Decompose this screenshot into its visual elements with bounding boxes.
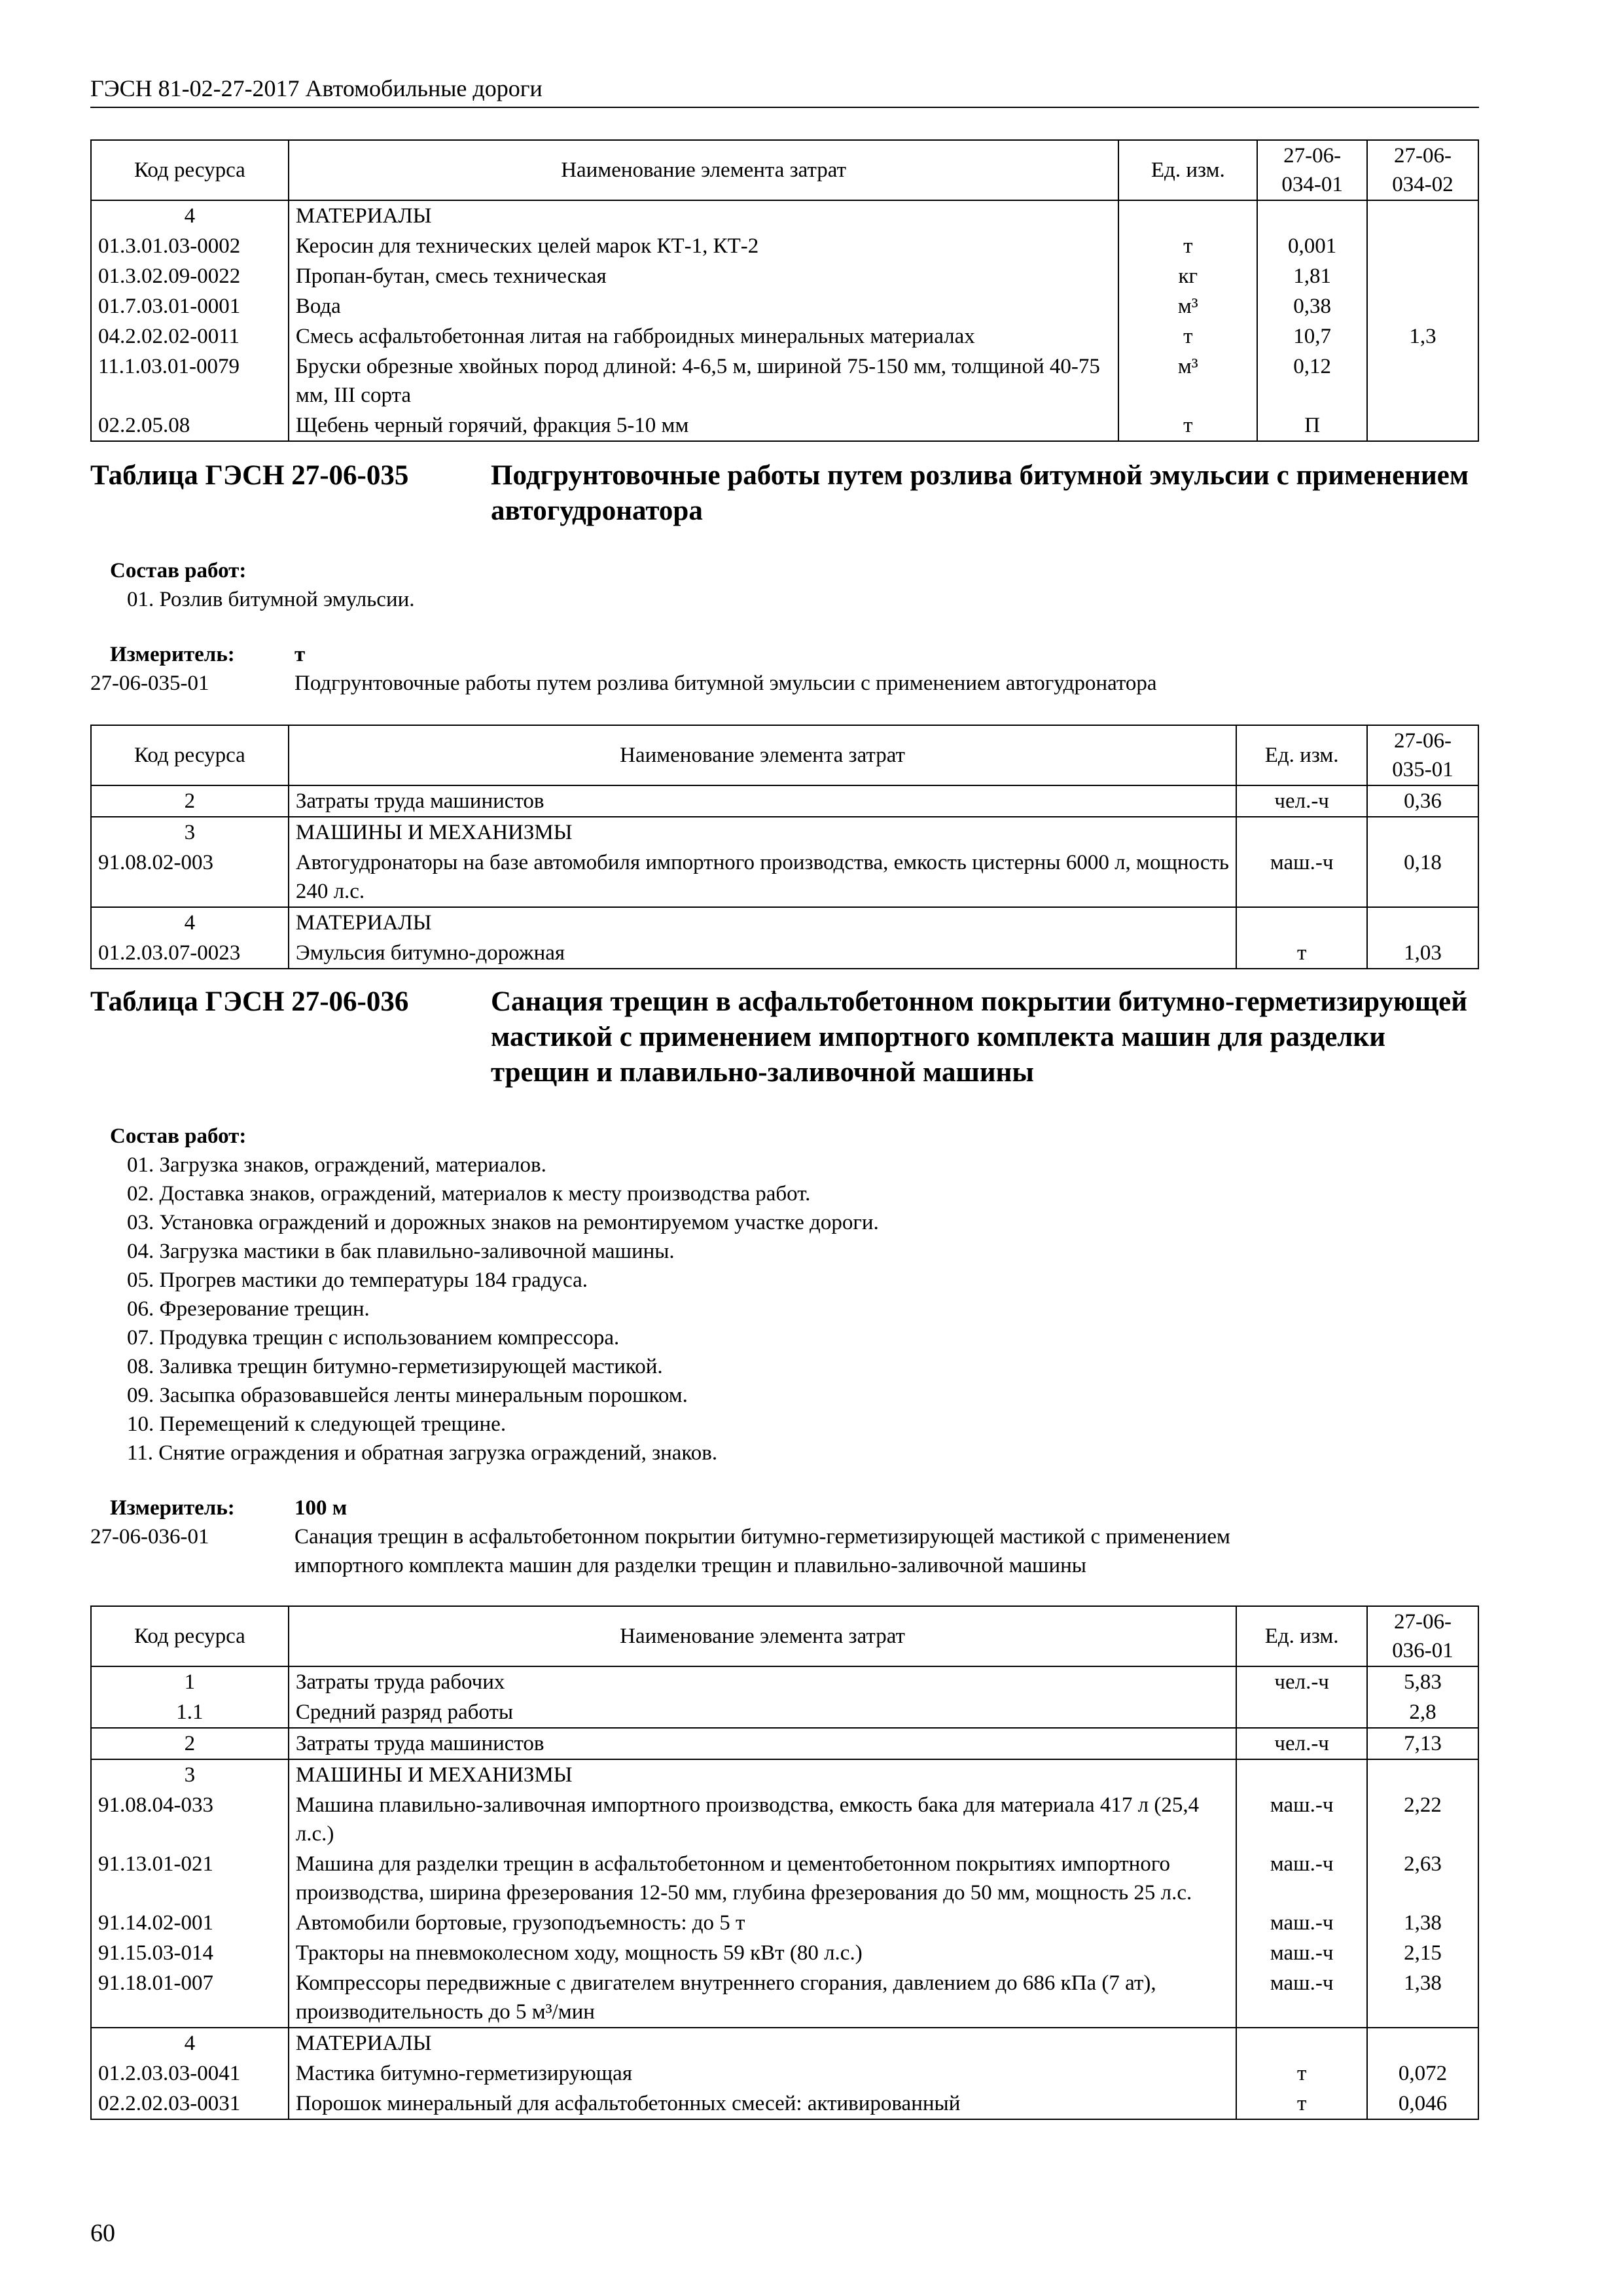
table-title: Подгрунтовочные работы путем розлива битумной эмульсии с применением автогудронатора [491, 460, 1469, 526]
cell-unit: т [1118, 321, 1257, 351]
cell-name: МАТЕРИАЛЫ [289, 200, 1119, 231]
work-item: 08. Заливка трещин битумно-герметизирующей мастикой. [127, 1355, 663, 1378]
table-label: Таблица ГЭСН 27-06-036 [90, 986, 409, 1017]
measure-unit: т [294, 643, 306, 666]
work-item: 10. Перемещений к следующей трещине. [127, 1412, 507, 1436]
work-composition-heading: Состав работ: [110, 1124, 247, 1148]
cell-name: Порошок минеральный для асфальтобетонных смесей: активированный [289, 2089, 1236, 2119]
table-row [91, 1790, 1478, 1849]
cell-value: 5,83 [1367, 1666, 1478, 1697]
cell-unit: кг [1118, 261, 1257, 291]
table-body [91, 200, 1478, 441]
cell-value: 0,18 [1367, 848, 1478, 907]
col-header-034-02: 27-06-034-02 [1367, 140, 1478, 200]
table-label: Таблица ГЭСН 27-06-035 [90, 460, 409, 491]
cell-unit: чел.-ч [1236, 1666, 1367, 1697]
cell-name: Тракторы на пневмоколесном ходу, мощность 59 кВт (80 л.с.) [289, 1938, 1236, 1968]
cell-name: Эмульсия битумно-дорожная [289, 938, 1236, 969]
measure-unit: 100 м [294, 1496, 348, 1520]
cell-value: 1,3 [1367, 321, 1478, 351]
table-row [91, 1849, 1478, 1908]
cell-code: 04.2.02.02-0011 [91, 321, 289, 351]
cell-code: 91.14.02-001 [91, 1908, 289, 1938]
work-item: 11. Снятие ограждения и обратная загрузка ограждений, знаков. [127, 1441, 718, 1465]
work-item: 09. Засыпка образовавшейся ленты минеральным порошком. [127, 1384, 688, 1407]
cell-unit [1236, 907, 1367, 938]
table-row [91, 1697, 1478, 1728]
cell-name: МАШИНЫ И МЕХАНИЗМЫ [289, 817, 1236, 848]
cell-code: 91.08.02-003 [91, 848, 289, 907]
table-row [91, 2028, 1478, 2058]
table-row [91, 817, 1478, 848]
work-item: 05. Прогрев мастики до температуры 184 градуса. [127, 1268, 588, 1292]
cell-unit [1118, 200, 1257, 231]
col-header-unit: Ед. изм. [1236, 1606, 1367, 1666]
cell-code: 4 [91, 200, 289, 231]
table-row [91, 907, 1478, 938]
table-body [91, 1666, 1478, 2119]
work-item: 07. Продувка трещин с использованием компрессора. [127, 1326, 620, 1350]
col-header-code: Код ресурса [91, 1606, 289, 1666]
cell-code: 4 [91, 2028, 289, 2058]
cell-value: 0,12 [1257, 351, 1367, 410]
measure-block-035 [90, 640, 1479, 698]
cell-code: 3 [91, 1759, 289, 1790]
section-title-035 [90, 458, 1479, 530]
cell-code: 01.2.03.07-0023 [91, 938, 289, 969]
table-row [91, 410, 1478, 441]
cell-name: Керосин для технических целей марок КТ-1, КТ-2 [289, 231, 1119, 261]
cell-name: Машина плавильно-заливочная импортного производства, емкость бака для материала 417 л (25,4 л.с.) [289, 1790, 1236, 1849]
cell-value [1367, 817, 1478, 848]
cell-name: Бруски обрезные хвойных пород длиной: 4-6,5 м, шириной 75-150 мм, толщиной 40-75 мм, III сорта [289, 351, 1119, 410]
cell-unit: чел.-ч [1236, 785, 1367, 817]
table-27-06-035 [90, 725, 1479, 969]
section-title-036 [90, 984, 1479, 1096]
col-header-code: Код ресурса [91, 140, 289, 200]
cell-code: 91.08.04-033 [91, 1790, 289, 1849]
work-item: 02. Доставка знаков, ограждений, материалов к месту производства работ. [127, 1182, 811, 1206]
cell-value: 1,81 [1257, 261, 1367, 291]
cell-value: 1,38 [1367, 1908, 1478, 1938]
col-header-code: Код ресурса [91, 725, 289, 785]
table-row [91, 1666, 1478, 1697]
cell-code: 02.2.05.08 [91, 410, 289, 441]
col-header-name: Наименование элемента затрат [289, 725, 1236, 785]
cell-value [1367, 410, 1478, 441]
cell-code: 11.1.03.01-0079 [91, 351, 289, 410]
cell-name: Смесь асфальтобетонная литая на габброидных минеральных материалах [289, 321, 1119, 351]
cell-name: Автомобили бортовые, грузоподъемность: до 5 т [289, 1908, 1236, 1938]
page-number: 60 [90, 2219, 115, 2247]
cell-unit: м³ [1118, 351, 1257, 410]
cell-value: 10,7 [1257, 321, 1367, 351]
table-row [91, 200, 1478, 231]
cell-value: 2,22 [1367, 1790, 1478, 1849]
table-row [91, 1908, 1478, 1938]
cell-unit: маш.-ч [1236, 1968, 1367, 2028]
norm-description: Санация трещин в асфальтобетонном покрытии битумно-герметизирующей мастикой с применением [294, 1525, 1230, 1549]
cell-name: Машина для разделки трещин в асфальтобетонном и цементобетонном покрытиях импортного производства, ширина фрезерования 12-50 мм, глубина фрезерования до 50 мм, мощность 25 л.с. [289, 1849, 1236, 1908]
cell-unit: чел.-ч [1236, 1728, 1367, 1759]
cell-value [1367, 907, 1478, 938]
cell-unit: маш.-ч [1236, 1908, 1367, 1938]
cell-name: Щебень черный горячий, фракция 5-10 мм [289, 410, 1119, 441]
table-row [91, 231, 1478, 261]
norm-code: 27-06-036-01 [90, 1525, 209, 1549]
cell-value: 0,001 [1257, 231, 1367, 261]
work-item: 06. Фрезерование трещин. [127, 1297, 370, 1321]
cell-unit: т [1118, 231, 1257, 261]
running-header: ГЭСН 81-02-27-2017 Автомобильные дороги [90, 73, 1479, 108]
measure-label: Измеритель: [110, 643, 235, 666]
cell-code: 01.2.03.03-0041 [91, 2058, 289, 2089]
norm-description-cont: импортного комплекта машин для разделки трещин и плавильно-заливочной машины [294, 1554, 1086, 1577]
cell-code: 91.18.01-007 [91, 1968, 289, 2028]
measure-block-036 [90, 1494, 1479, 1580]
cell-unit: маш.-ч [1236, 848, 1367, 907]
table-title: Санация трещин в асфальтобетонном покрытии битумно-герметизирующей мастикой с применением импортного комплекта машин для разделки трещин и плавильно-заливочной машины [491, 986, 1468, 1088]
work-composition-heading: Состав работ: [110, 559, 247, 583]
cell-unit: т [1236, 2058, 1367, 2089]
table-row [91, 848, 1478, 907]
col-header-name: Наименование элемента затрат [289, 1606, 1236, 1666]
table-row [91, 291, 1478, 321]
table-row [91, 321, 1478, 351]
cell-code: 2 [91, 785, 289, 817]
cell-name: Мастика битумно-герметизирующая [289, 2058, 1236, 2089]
cell-unit [1236, 817, 1367, 848]
table-body [91, 785, 1478, 969]
table-row [91, 1728, 1478, 1759]
cell-value [1367, 200, 1478, 231]
work-item: 03. Установка ограждений и дорожных знаков на ремонтируемом участке дороги. [127, 1211, 879, 1234]
col-header-unit: Ед. изм. [1236, 725, 1367, 785]
cell-value: 0,38 [1257, 291, 1367, 321]
cell-name: МАТЕРИАЛЫ [289, 907, 1236, 938]
table-row [91, 1968, 1478, 2028]
cell-code: 1.1 [91, 1697, 289, 1728]
cell-code: 02.2.02.03-0031 [91, 2089, 289, 2119]
work-item: 04. Загрузка мастики в бак плавильно-заливочной машины. [127, 1240, 675, 1263]
cell-unit: т [1236, 2089, 1367, 2119]
cell-unit [1236, 2028, 1367, 2058]
cell-value: 0,046 [1367, 2089, 1478, 2119]
cell-name: Затраты труда рабочих [289, 1666, 1236, 1697]
cell-code: 01.7.03.01-0001 [91, 291, 289, 321]
cell-code: 91.13.01-021 [91, 1849, 289, 1908]
cell-unit: маш.-ч [1236, 1790, 1367, 1849]
table-row [91, 785, 1478, 817]
cell-name: Пропан-бутан, смесь техническая [289, 261, 1119, 291]
cell-value: 2,8 [1367, 1697, 1478, 1728]
table-row [91, 2089, 1478, 2119]
cell-value: 1,03 [1367, 938, 1478, 969]
cell-code: 3 [91, 817, 289, 848]
cell-value [1367, 1759, 1478, 1790]
col-header-name: Наименование элемента затрат [289, 140, 1119, 200]
table-row [91, 1759, 1478, 1790]
table-row [91, 261, 1478, 291]
cell-value: 7,13 [1367, 1728, 1478, 1759]
cell-code: 2 [91, 1728, 289, 1759]
table-27-06-034 [90, 139, 1479, 442]
norm-code: 27-06-035-01 [90, 672, 209, 695]
cell-name: МАШИНЫ И МЕХАНИЗМЫ [289, 1759, 1236, 1790]
col-header-unit: Ед. изм. [1118, 140, 1257, 200]
cell-value: 0,36 [1367, 785, 1478, 817]
cell-code: 01.3.02.09-0022 [91, 261, 289, 291]
cell-value [1367, 2028, 1478, 2058]
cell-code: 91.15.03-014 [91, 1938, 289, 1968]
cell-name: Вода [289, 291, 1119, 321]
cell-code: 01.3.01.03-0002 [91, 231, 289, 261]
cell-unit [1236, 1759, 1367, 1790]
col-header-035-01: 27-06-035-01 [1367, 725, 1478, 785]
table-row [91, 2058, 1478, 2089]
work-item: 01. Загрузка знаков, ограждений, материалов. [127, 1153, 546, 1177]
table-row [91, 938, 1478, 969]
cell-unit: т [1236, 938, 1367, 969]
cell-value: 2,15 [1367, 1938, 1478, 1968]
cell-name: Средний разряд работы [289, 1697, 1236, 1728]
table-row [91, 351, 1478, 410]
col-header-036-01: 27-06-036-01 [1367, 1606, 1478, 1666]
work-composition-036 [90, 1122, 1479, 1467]
cell-name: Компрессоры передвижные с двигателем внутреннего сгорания, давлением до 686 кПа (7 ат), производительность до 5 м³/мин [289, 1968, 1236, 2028]
cell-unit: маш.-ч [1236, 1938, 1367, 1968]
cell-value: П [1257, 410, 1367, 441]
col-header-034-01: 27-06-034-01 [1257, 140, 1367, 200]
cell-name: МАТЕРИАЛЫ [289, 2028, 1236, 2058]
cell-value: 0,072 [1367, 2058, 1478, 2089]
cell-value: 1,38 [1367, 1968, 1478, 2028]
table-27-06-036 [90, 1605, 1479, 2120]
cell-value [1367, 291, 1478, 321]
norm-description: Подгрунтовочные работы путем розлива битумной эмульсии с применением автогудронатора [294, 672, 1157, 695]
table-row [91, 1938, 1478, 1968]
cell-value [1367, 261, 1478, 291]
cell-unit [1236, 1697, 1367, 1728]
work-composition-035 [90, 556, 1479, 614]
cell-unit: м³ [1118, 291, 1257, 321]
cell-value [1257, 200, 1367, 231]
measure-label: Измеритель: [110, 1496, 235, 1520]
cell-name: Автогудронаторы на базе автомобиля импортного производства, емкость цистерны 6000 л, мощность 240 л.с. [289, 848, 1236, 907]
cell-value: 2,63 [1367, 1849, 1478, 1908]
cell-name: Затраты труда машинистов [289, 785, 1236, 817]
cell-unit: т [1118, 410, 1257, 441]
cell-name: Затраты труда машинистов [289, 1728, 1236, 1759]
cell-code: 1 [91, 1666, 289, 1697]
cell-value [1367, 351, 1478, 410]
work-item: 01. Розлив битумной эмульсии. [127, 588, 415, 611]
cell-value [1367, 231, 1478, 261]
cell-unit: маш.-ч [1236, 1849, 1367, 1908]
cell-code: 4 [91, 907, 289, 938]
